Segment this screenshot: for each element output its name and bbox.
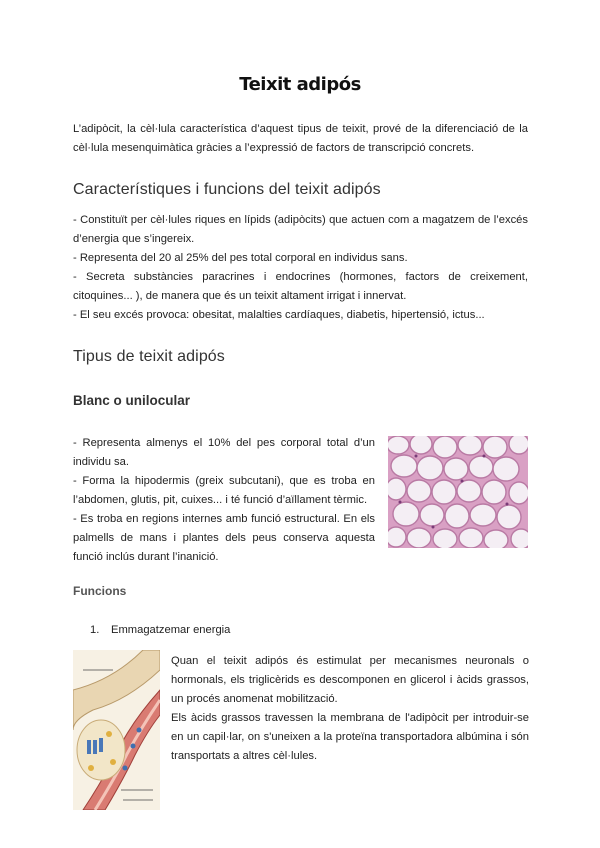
function-list-item [90, 624, 230, 636]
list-item-label: Emmagatzemar energia [111, 624, 231, 636]
characteristics-heading: Característiques i funcions del teixit adipós [73, 181, 381, 198]
functions-paragraph: Els àcids grassos travessen la membrana de l'adipòcit per introduir-se en un capil·lar, on s'uneixen a la proteïna transportadora albúmina i són transportats a altres cèl·lules. [171, 712, 529, 762]
characteristics-item: - Representa del 20 al 25% del pes total corporal en individus sans. [73, 252, 408, 264]
types-heading: Tipus de teixit adipós [73, 348, 225, 365]
adipose-tissue-micrograph [388, 436, 528, 548]
mobilization-diagram [73, 650, 160, 810]
white-fat-subheading: Blanc o unilocular [73, 393, 191, 408]
intro-paragraph [73, 120, 528, 158]
characteristics-item: - Constituït per cèl·lules riques en lípids (adipòcits) que actuen com a magatzem de l’excés d’energia que s’ingereix. [73, 214, 528, 245]
list-number: 1. [90, 624, 100, 636]
characteristics-item: - Secreta substàncies paracrines i endocrines (hormones, factors de creixement, citoquines... ), de manera que és un teixit altament irrigat i innervat. [73, 271, 528, 302]
characteristics-item: - El seu excés provoca: obesitat, malalties cardíaques, diabetis, hipertensió, ictus... [73, 309, 485, 321]
micrograph-image [388, 436, 528, 548]
functions-heading: Funcions [73, 584, 127, 598]
intro-text: L’adipòcit, la cèl·lula característica d’aquest tipus de teixit, prové de la diferenciació de la cèl·lula mesenquimàtica gràcies a l’expressió de factors de transcripció concrets. [73, 123, 528, 154]
document-title: Teixit adipós [239, 74, 361, 95]
functions-description [171, 652, 529, 766]
white-fat-item: - Representa almenys el 10% del pes corporal total d’un individu sa. [73, 437, 375, 468]
white-fat-list [73, 434, 375, 567]
white-fat-item: - Es troba en regions internes amb funció estructural. En els palmells de mans i plantes dels peus conserva aquesta funció inclús durant l’inanició. [73, 513, 375, 563]
white-fat-item: - Forma la hipodermis (greix subcutani), que es troba en l’abdomen, glutis, pit, cuixes... i té funció d’aïllament tèrmic. [73, 475, 375, 506]
characteristics-list [73, 211, 528, 325]
diagram-image [73, 650, 160, 810]
functions-paragraph: Quan el teixit adipós és estimulat per mecanismes neuronals o hormonals, els triglicèrids es descomponen en glicerol i àcids grassos, un procés anomenat mobilització. [171, 655, 529, 705]
